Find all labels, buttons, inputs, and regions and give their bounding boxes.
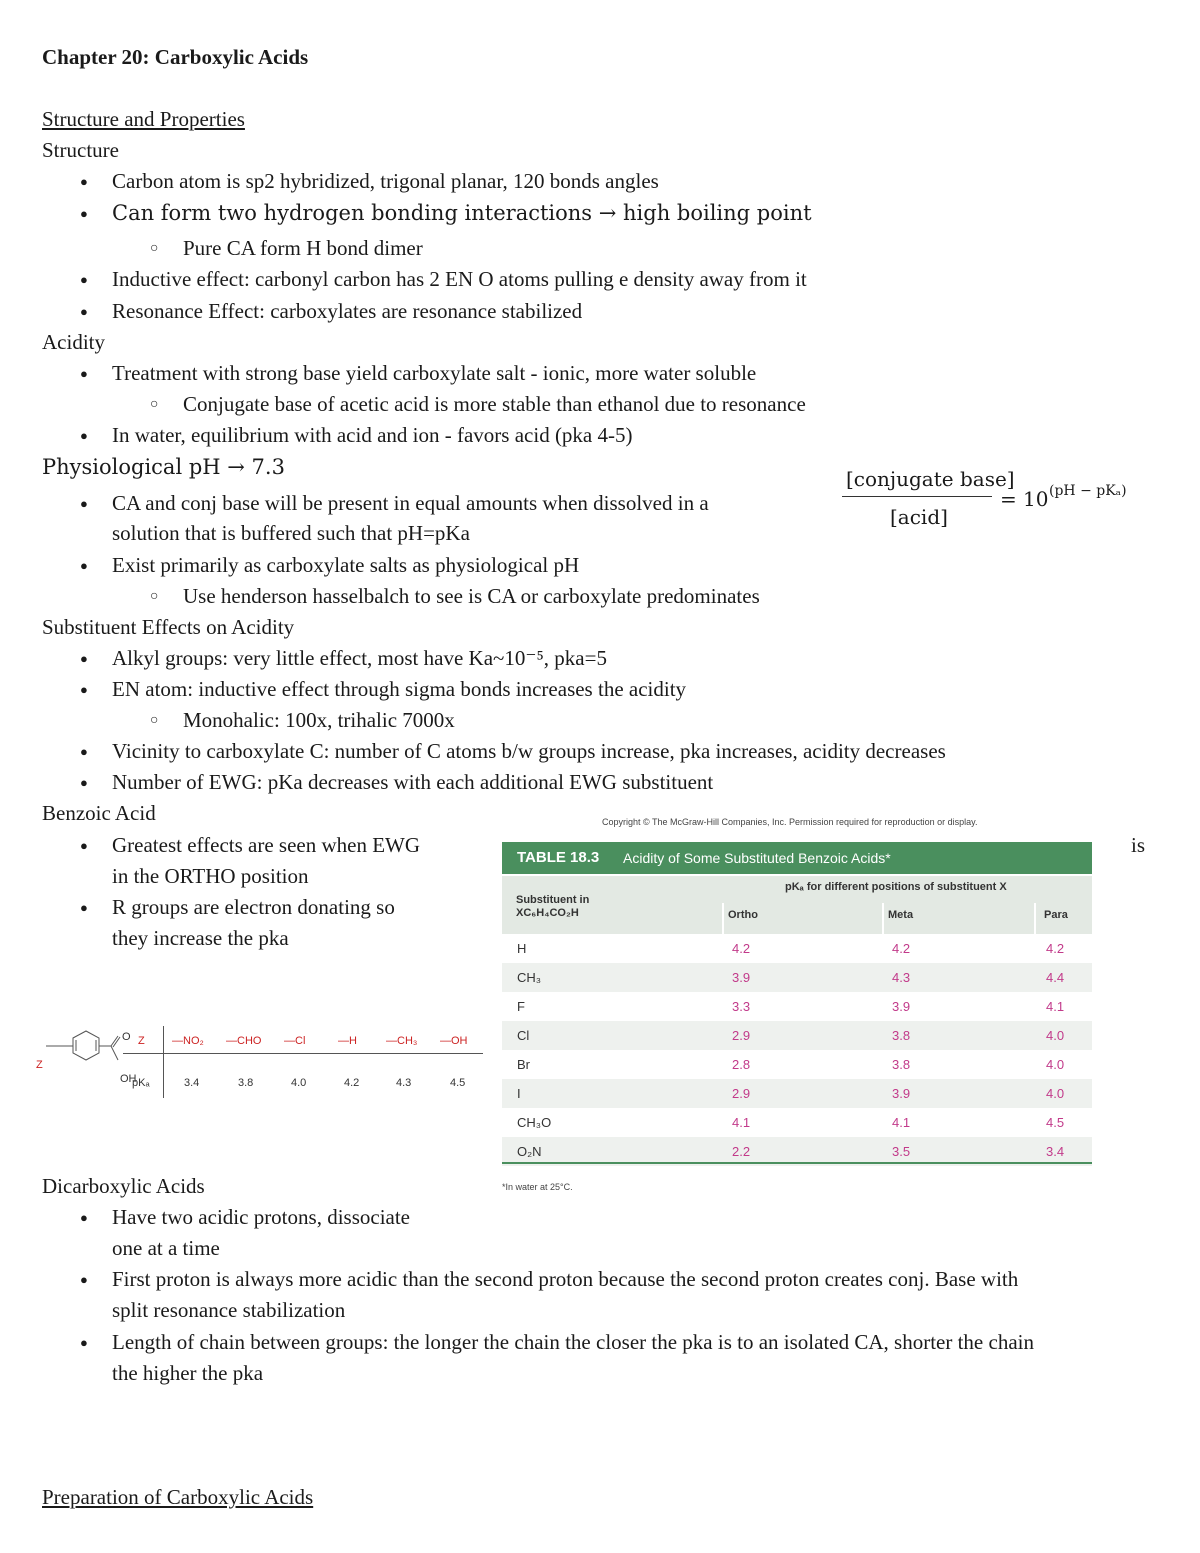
benzoic-acid-pka-figure — [28, 998, 488, 1108]
para-pka-cell: 4.0 — [1046, 1057, 1065, 1072]
group-label: —Cl — [284, 1035, 306, 1047]
meta-pka-cell: 3.8 — [892, 1057, 911, 1072]
table-caption: Acidity of Some Substituted Benzoic Acids* — [623, 850, 891, 866]
section-heading-structure-properties: Structure and Properties — [42, 107, 245, 131]
pk-header: pKₐ for different positions of substituent X — [785, 881, 1007, 893]
substituent-cell: O₂N — [517, 1144, 542, 1159]
ortho-pka-cell: 2.9 — [732, 1028, 751, 1043]
copyright-notice: Copyright © The McGraw-Hill Companies, Inc. Permission required for reproduction or display. — [602, 817, 978, 827]
henderson-hasselbalch-formula — [840, 462, 1130, 532]
substituent-cell: H — [517, 941, 527, 956]
para-pka-cell: 4.0 — [1046, 1028, 1065, 1043]
section-heading-preparation: Preparation of Carboxylic Acids — [42, 1485, 314, 1509]
formula-base: 10 — [1023, 487, 1049, 511]
list-item-continuation: they increase the pka — [112, 926, 289, 950]
substituent-header: Substituent in XC₆H₄CO₂H — [516, 894, 590, 919]
column-separator — [882, 903, 884, 934]
meta-pka-cell: 3.8 — [892, 1028, 911, 1043]
ortho-pka-cell: 2.8 — [732, 1057, 751, 1072]
pka-header: pKₐ — [132, 1077, 150, 1089]
subheading-benzoic-acid: Benzoic Acid — [42, 801, 156, 825]
meta-pka-cell: 4.3 — [892, 970, 911, 985]
pka-value: 4.0 — [291, 1077, 307, 1089]
formula-equals: = — [1000, 487, 1017, 511]
group-label: —NO₂ — [172, 1035, 204, 1047]
table-row — [502, 992, 1092, 1021]
column-header-meta: Meta — [888, 909, 914, 921]
subheading-physiological-ph: Physiological pH → 7.3 — [42, 455, 285, 479]
ortho-pka-cell: 3.3 — [732, 999, 751, 1014]
pka-value: 3.8 — [238, 1077, 254, 1089]
list-item-continuation: solution that is buffered such that pH=pKa — [112, 521, 470, 545]
column-separator — [722, 903, 724, 934]
oh-label: OH — [120, 1073, 137, 1085]
substituent-cell: CH₃O — [517, 1115, 552, 1130]
table-row — [502, 1108, 1092, 1137]
table-row — [502, 934, 1092, 963]
para-pka-cell: 4.1 — [1046, 999, 1065, 1014]
column-header-ortho: Ortho — [728, 909, 758, 921]
table-footnote: *In water at 25°C. — [502, 1182, 573, 1192]
table-header — [502, 876, 1092, 934]
table-row — [502, 1079, 1092, 1108]
table-row — [502, 1050, 1092, 1079]
formula-denominator: [acid] — [890, 505, 948, 529]
table-label: TABLE 18.3 — [517, 849, 600, 866]
group-label: —CHO — [226, 1035, 262, 1047]
pka-value: 4.5 — [450, 1077, 466, 1089]
formula-numerator: [conjugate base] — [846, 467, 1015, 491]
list-item-continuation: split resonance stabilization — [112, 1298, 346, 1322]
meta-pka-cell: 3.5 — [892, 1144, 911, 1159]
substituent-cell: CH₃ — [517, 970, 542, 985]
formula-exponent: (pH − pKₐ) — [1049, 483, 1127, 499]
para-pka-cell: 4.0 — [1046, 1086, 1065, 1101]
pka-grid — [132, 1026, 486, 1096]
para-pka-cell: 3.4 — [1046, 1144, 1065, 1159]
substituent-cell: Br — [517, 1057, 530, 1072]
meta-pka-cell: 3.9 — [892, 1086, 911, 1101]
ortho-pka-cell: 4.2 — [732, 941, 751, 956]
subheading-acidity: Acidity — [42, 330, 105, 354]
z-substituent-label: Z — [36, 1059, 43, 1071]
fraction-bar — [842, 496, 992, 497]
table-row — [502, 963, 1092, 992]
page-title: Chapter 20: Carboxylic Acids — [42, 45, 309, 69]
subheading-substituent-effects: Substituent Effects on Acidity — [42, 615, 295, 639]
column-separator — [1034, 903, 1036, 934]
table-title-bar — [502, 842, 1092, 874]
ortho-pka-cell: 2.9 — [732, 1086, 751, 1101]
trailing-word: is — [1131, 833, 1146, 857]
substituent-cell: I — [517, 1086, 521, 1101]
pka-value: 3.4 — [184, 1077, 200, 1089]
subheading-dicarboxylic-acids: Dicarboxylic Acids — [42, 1174, 205, 1198]
meta-pka-cell: 3.9 — [892, 999, 911, 1014]
substituent-cell: F — [517, 999, 525, 1014]
meta-pka-cell: 4.2 — [892, 941, 911, 956]
group-label: —CH₃ — [386, 1035, 418, 1047]
pka-value: 4.2 — [344, 1077, 360, 1089]
para-pka-cell: 4.4 — [1046, 970, 1065, 985]
meta-pka-cell: 4.1 — [892, 1115, 911, 1130]
list-item-continuation: the higher the pka — [112, 1361, 264, 1385]
ortho-pka-cell: 4.1 — [732, 1115, 751, 1130]
column-header-para: Para — [1044, 909, 1068, 921]
list-item-continuation: one at a time — [112, 1236, 220, 1260]
o-label: O — [122, 1031, 131, 1043]
list-item-continuation: in the ORTHO position — [112, 864, 309, 888]
para-pka-cell: 4.2 — [1046, 941, 1065, 956]
z-header: Z — [138, 1035, 145, 1047]
pka-value: 4.3 — [396, 1077, 412, 1089]
para-pka-cell: 4.5 — [1046, 1115, 1065, 1130]
table-bottom-rule — [502, 1162, 1092, 1164]
subheading-structure: Structure — [42, 138, 119, 162]
table-row — [502, 1021, 1092, 1050]
substituent-cell: Cl — [517, 1028, 530, 1043]
group-label: —H — [338, 1035, 357, 1047]
ortho-pka-cell: 2.2 — [732, 1144, 751, 1159]
ortho-pka-cell: 3.9 — [732, 970, 751, 985]
group-label: —OH — [440, 1035, 468, 1047]
